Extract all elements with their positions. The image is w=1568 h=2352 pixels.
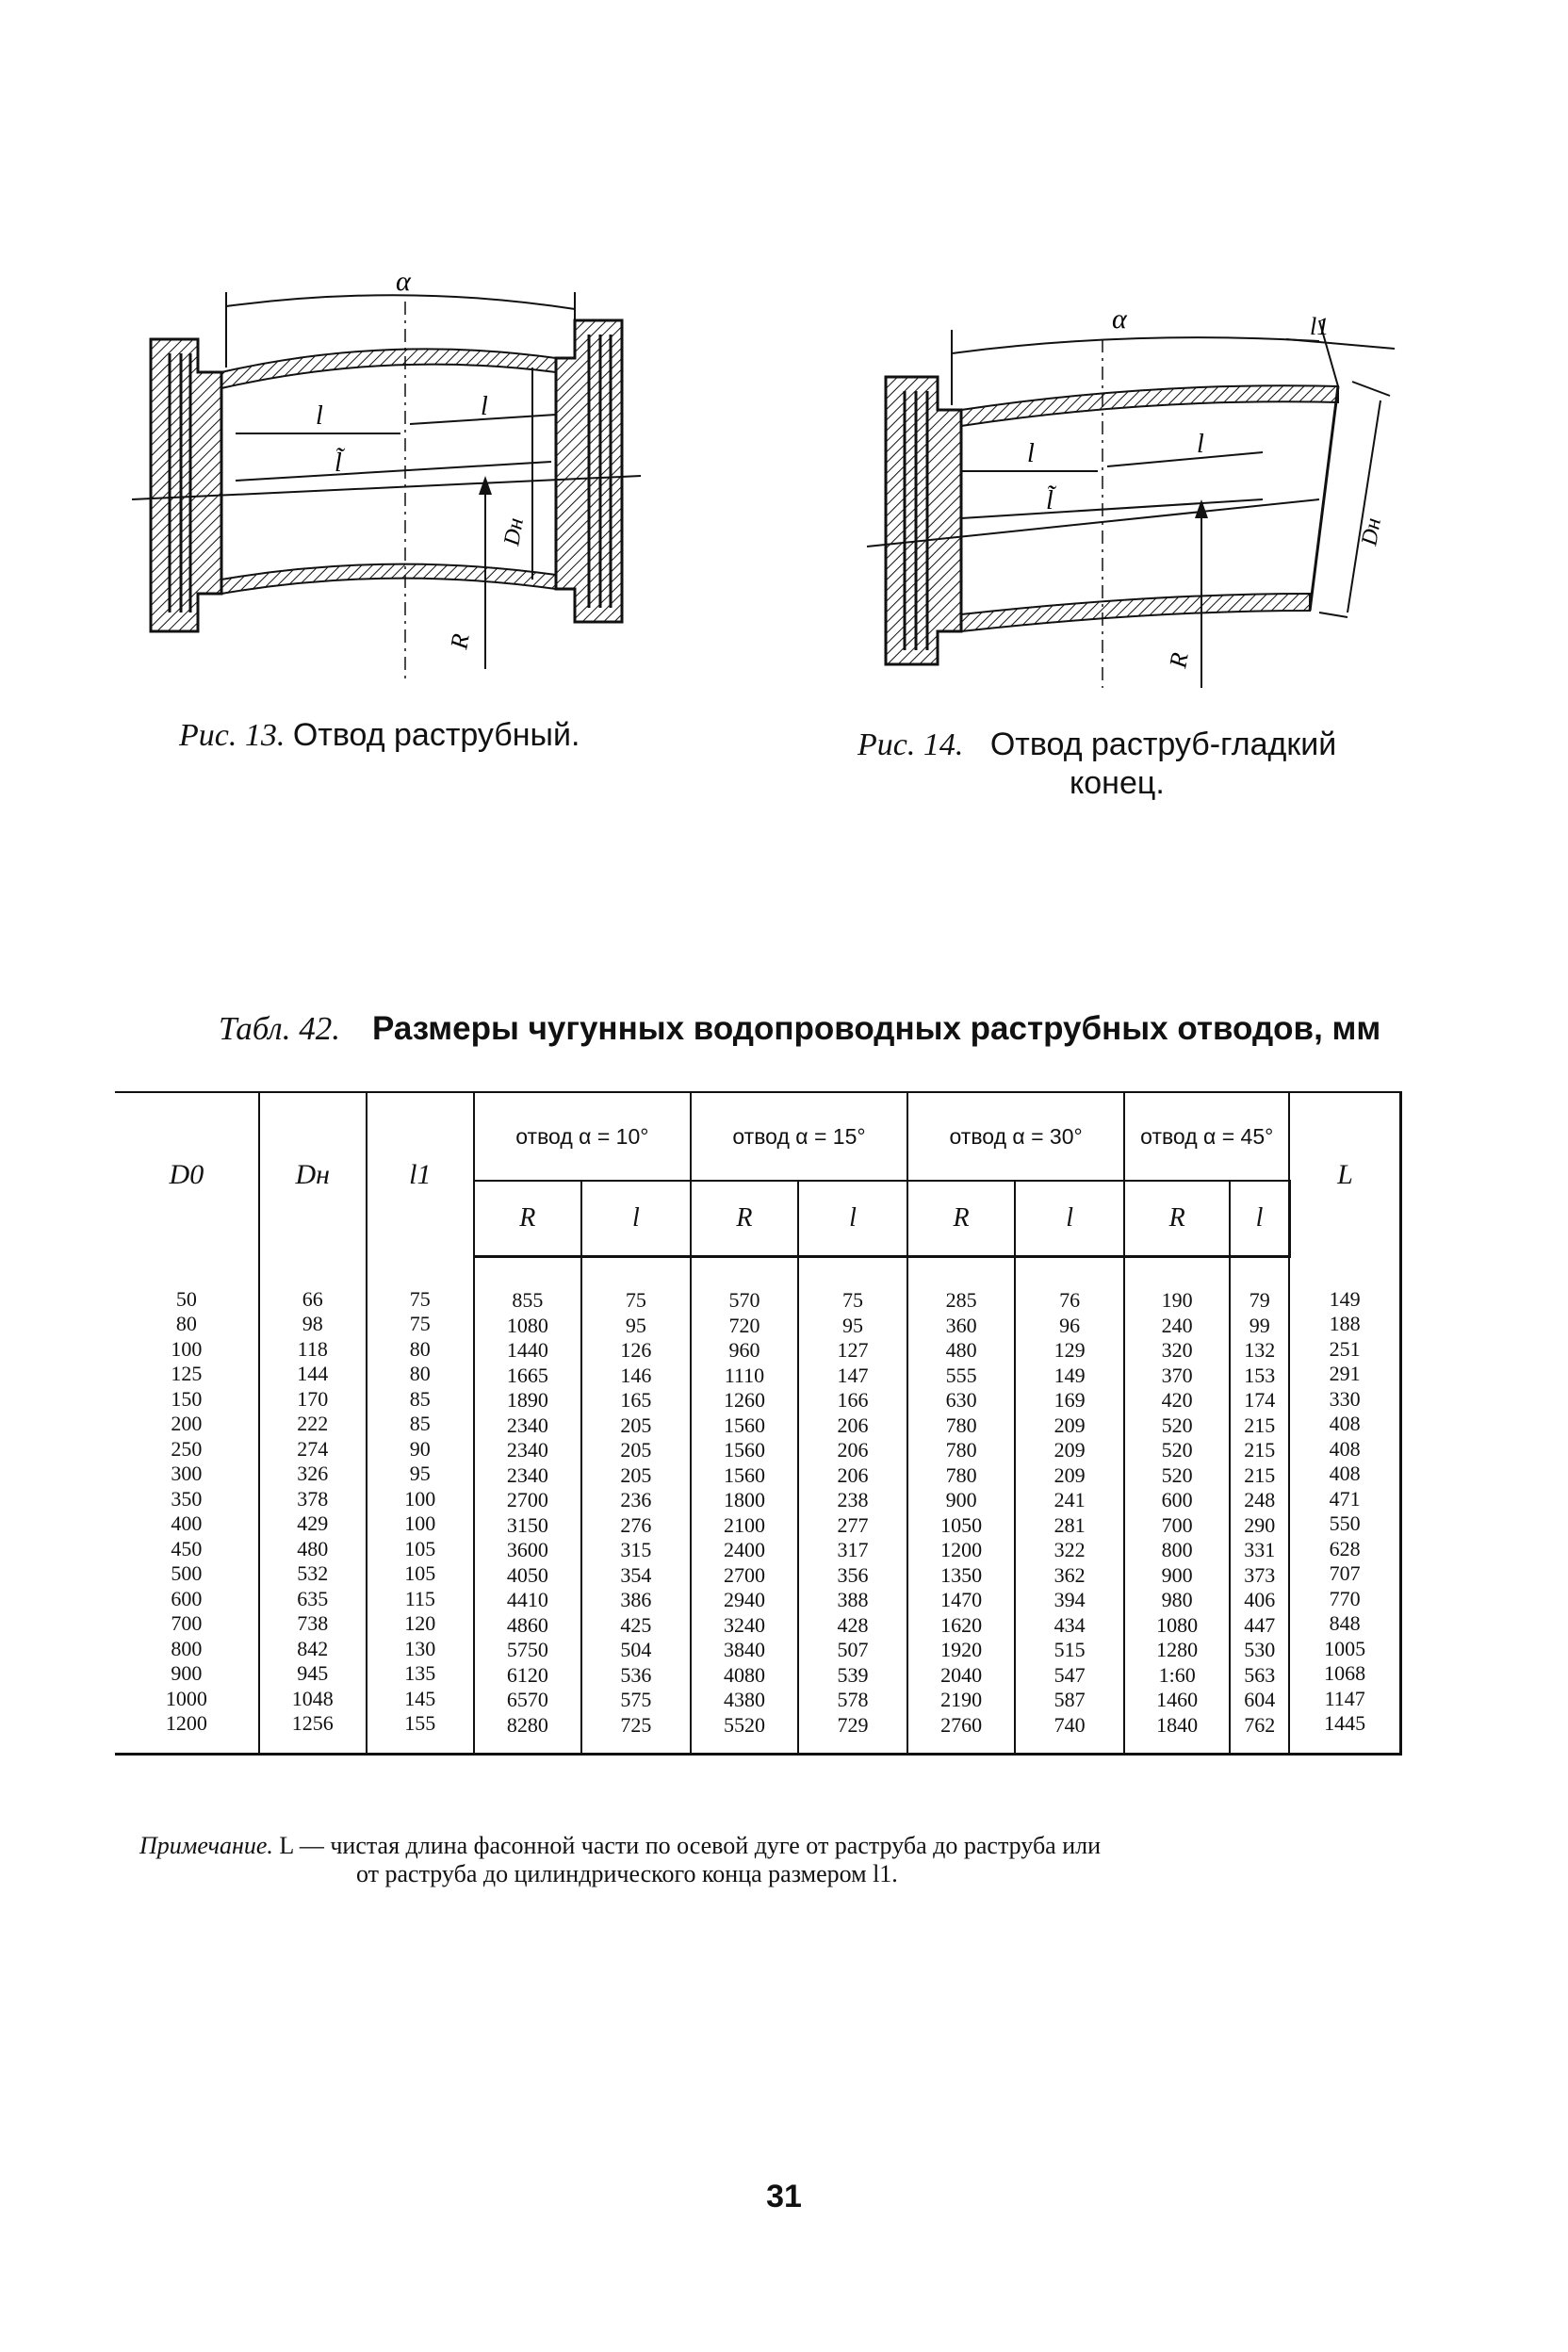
table-cell-r10-12: 4410 [506, 1588, 548, 1611]
header-dn: Dн [259, 1092, 367, 1257]
table-cell-d0-5: 200 [171, 1412, 203, 1435]
table-cell-dn-10: 480 [297, 1536, 329, 1560]
table-cell-l15-16: 578 [837, 1688, 869, 1711]
fig13-l-right-label: l [481, 392, 488, 421]
table-cell-l10-12: 386 [620, 1588, 652, 1611]
table-cell-r45-5: 520 [1161, 1413, 1193, 1437]
table-cell-dn-11: 532 [297, 1561, 329, 1585]
table-cell-l45-11: 373 [1244, 1562, 1276, 1587]
table-cell-r45-14: 1280 [1156, 1638, 1199, 1661]
table-cell-dn-17: 1256 [291, 1711, 334, 1735]
column-l30 [1015, 1257, 1124, 1755]
table-cell-d0-1: 80 [175, 1312, 197, 1335]
table-cell-r15-1: 720 [728, 1313, 760, 1337]
table-cell-r45-7: 520 [1161, 1462, 1193, 1487]
table-cell-r30-12: 1470 [940, 1588, 983, 1611]
figure-14-title: Отвод раструб-гладкий [989, 727, 1337, 762]
table-cell-r15-11: 2700 [723, 1562, 765, 1587]
table-cell-dn-6: 274 [297, 1436, 329, 1461]
table-cell-l1-13: 120 [404, 1611, 436, 1635]
table-cell-l30-13: 434 [1054, 1612, 1086, 1637]
table-cell-l15-0: 75 [842, 1288, 863, 1312]
table-cell-dn-0: 66 [302, 1286, 323, 1311]
table-cell-r15-9: 2100 [723, 1512, 765, 1537]
table-cell-r10-3: 1665 [506, 1363, 548, 1387]
table-cell-l10-11: 354 [620, 1562, 652, 1587]
table-cell-r30-9: 1050 [940, 1512, 983, 1537]
column-r15 [691, 1257, 798, 1755]
table-cell-l45-12: 406 [1244, 1588, 1276, 1611]
table-cell-r45-16: 1460 [1156, 1688, 1199, 1711]
table-cell-r15-13: 3240 [723, 1612, 765, 1637]
table-cell-r30-14: 1920 [940, 1638, 983, 1661]
table-cell-l1-2: 80 [409, 1336, 431, 1361]
table-cell-L-11: 707 [1329, 1561, 1361, 1585]
table-cell-L-14: 1005 [1324, 1636, 1366, 1660]
table-cell-r10-7: 2340 [506, 1462, 548, 1487]
table-cell-l45-2: 132 [1244, 1338, 1276, 1362]
table-cell-r15-10: 2400 [723, 1538, 765, 1561]
table-cell-l1-1: 75 [409, 1312, 431, 1335]
table-cell-d0-16: 1000 [165, 1686, 207, 1710]
column-dn [259, 1257, 367, 1755]
table-cell-r15-16: 4380 [723, 1688, 765, 1711]
column-l1 [367, 1257, 474, 1755]
table-cell-r45-0: 190 [1161, 1288, 1193, 1312]
table-cell-l10-6: 205 [620, 1438, 652, 1462]
header-d0: D0 [115, 1092, 259, 1257]
table-cell-l10-10: 315 [620, 1538, 652, 1561]
table-cell-L-4: 330 [1329, 1386, 1361, 1411]
table-cell-dn-5: 222 [297, 1412, 329, 1435]
table-cell-r45-4: 420 [1161, 1388, 1193, 1412]
table-cell-l45-3: 153 [1244, 1363, 1276, 1387]
table-cell-r45-1: 240 [1161, 1313, 1193, 1337]
table-cell-l45-6: 215 [1244, 1438, 1276, 1462]
table-cell-r10-17: 8280 [506, 1712, 548, 1737]
table-cell-r45-9: 700 [1161, 1512, 1193, 1537]
table-cell-r15-5: 1560 [723, 1413, 765, 1437]
header-r45: R [1124, 1181, 1230, 1257]
table-cell-l15-10: 317 [837, 1538, 869, 1561]
table-cell-r15-7: 1560 [723, 1462, 765, 1487]
table-cell-d0-4: 150 [171, 1386, 203, 1411]
column-L [1289, 1257, 1400, 1755]
table-cell-r10-4: 1890 [506, 1388, 548, 1412]
table-cell-l1-8: 100 [404, 1486, 436, 1511]
table-cell-d0-7: 300 [171, 1462, 203, 1485]
figure-13-drawing [132, 266, 660, 697]
table-cell-r15-0: 570 [728, 1288, 760, 1312]
table-cell-l15-7: 206 [837, 1462, 869, 1487]
table-cell-l10-8: 236 [620, 1488, 652, 1511]
table-cell-r45-2: 320 [1161, 1338, 1193, 1362]
note-text-line1: L — чистая длина фасонной части по осевой дуге от раструба до раструба или [279, 1832, 1102, 1859]
table-cell-l30-4: 169 [1054, 1388, 1086, 1412]
table-cell-dn-16: 1048 [291, 1686, 334, 1710]
table-note [139, 1832, 1383, 1888]
dimensions-table [115, 1091, 1402, 1756]
table-cell-r45-15: 1:60 [1158, 1662, 1196, 1687]
fig14-l1-label: l1 [1310, 313, 1330, 340]
table-cell-r30-10: 1200 [940, 1538, 983, 1561]
table-cell-l15-2: 127 [837, 1338, 869, 1362]
header-r30: R [907, 1181, 1015, 1257]
table-cell-d0-0: 50 [175, 1286, 197, 1311]
table-cell-dn-8: 378 [297, 1486, 329, 1511]
table-cell-r15-17: 5520 [723, 1712, 765, 1737]
table-cell-L-9: 550 [1329, 1511, 1361, 1535]
bend-socket-socket-svg [132, 266, 660, 697]
table-cell-l15-9: 277 [837, 1512, 869, 1537]
table-cell-l30-11: 362 [1054, 1562, 1086, 1587]
header-l10: l [581, 1181, 691, 1257]
table-cell-r30-13: 1620 [940, 1612, 983, 1637]
table-cell-l15-14: 507 [837, 1638, 869, 1661]
table-cell-l30-6: 209 [1054, 1438, 1086, 1462]
table-cell-l10-13: 425 [620, 1612, 652, 1637]
header-l15: l [798, 1181, 907, 1257]
fig14-l-left-label: l [1027, 439, 1035, 468]
table-cell-L-1: 188 [1329, 1312, 1361, 1335]
table-cell-l1-16: 145 [404, 1686, 436, 1710]
table-cell-l10-14: 504 [620, 1638, 652, 1661]
table-cell-l10-4: 165 [620, 1388, 652, 1412]
table-cell-l1-3: 80 [409, 1362, 431, 1385]
table-cell-r30-4: 630 [945, 1388, 977, 1412]
header-l1: l1 [367, 1092, 474, 1257]
header-bend-10: отвод α = 10° [474, 1092, 691, 1181]
table-cell-l15-1: 95 [842, 1313, 863, 1337]
table-cell-l1-10: 105 [404, 1536, 436, 1560]
table-cell-r45-10: 800 [1161, 1538, 1193, 1561]
table-cell-r15-12: 2940 [723, 1588, 765, 1611]
fig13-r-label: R [445, 631, 475, 652]
table-cell-l30-8: 241 [1054, 1488, 1086, 1511]
table-cell-l30-0: 76 [1059, 1288, 1081, 1312]
table-cell-r15-3: 1110 [724, 1363, 765, 1387]
table-cell-l15-17: 729 [837, 1712, 869, 1737]
fig14-l-right-label: l [1197, 430, 1204, 459]
table-cell-dn-13: 738 [297, 1611, 329, 1635]
table-cell-l30-1: 96 [1059, 1313, 1081, 1337]
table-cell-dn-9: 429 [297, 1511, 329, 1535]
table-cell-d0-6: 250 [171, 1436, 203, 1461]
column-l45 [1230, 1257, 1289, 1755]
table-cell-dn-1: 98 [302, 1312, 323, 1335]
table-cell-L-2: 251 [1329, 1336, 1361, 1361]
table-cell-l15-6: 206 [837, 1438, 869, 1462]
table-cell-l1-0: 75 [409, 1286, 431, 1311]
header-r15: R [691, 1181, 798, 1257]
column-l15 [798, 1257, 907, 1755]
fig14-alpha-label: α [1112, 303, 1127, 335]
table-caption: Размеры чугунных водопроводных раструбных отводов, мм [371, 1010, 1381, 1047]
table-cell-r45-11: 900 [1161, 1562, 1193, 1587]
table-cell-d0-12: 600 [171, 1586, 203, 1610]
table-cell-r10-14: 5750 [506, 1638, 548, 1661]
table-cell-r15-14: 3840 [723, 1638, 765, 1661]
table-cell-l30-3: 149 [1054, 1363, 1086, 1387]
table-cell-d0-10: 450 [171, 1536, 203, 1560]
table-cell-L-12: 770 [1329, 1586, 1361, 1610]
table-cell-l10-5: 205 [620, 1413, 652, 1437]
table-cell-l1-15: 135 [404, 1661, 436, 1685]
table-cell-r10-10: 3600 [506, 1538, 548, 1561]
table-cell-l15-8: 238 [837, 1488, 869, 1511]
table-cell-r30-5: 780 [945, 1413, 977, 1437]
table-cell-l15-5: 206 [837, 1413, 869, 1437]
table-cell-l15-13: 428 [837, 1612, 869, 1637]
column-r10 [474, 1257, 581, 1755]
table-cell-r10-13: 4860 [506, 1612, 548, 1637]
table-cell-r10-16: 6570 [506, 1688, 548, 1711]
table-cell-l10-15: 536 [620, 1662, 652, 1687]
figure-14-drawing [867, 303, 1413, 716]
table-cell-l30-12: 394 [1054, 1588, 1086, 1611]
table-cell-d0-17: 1200 [165, 1711, 207, 1735]
table-cell-l10-1: 95 [625, 1313, 646, 1337]
table-cell-l15-15: 539 [837, 1662, 869, 1687]
table-cell-r10-8: 2700 [506, 1488, 548, 1511]
header-bend-15: отвод α = 15° [691, 1092, 907, 1181]
figure-14-label: Рис. 14. [858, 727, 964, 762]
table-cell-l45-14: 530 [1244, 1638, 1276, 1661]
table-cell-L-15: 1068 [1324, 1661, 1366, 1685]
table-cell-l10-0: 75 [625, 1288, 646, 1312]
table-cell-L-16: 1147 [1324, 1686, 1365, 1710]
table-cell-r45-8: 600 [1161, 1488, 1193, 1511]
note-text-line2: от раструба до цилиндрического конца размером l1. [356, 1860, 898, 1887]
table-cell-l45-7: 215 [1244, 1462, 1276, 1487]
bend-socket-spigot-svg [867, 303, 1413, 716]
table-cell-r15-8: 1800 [723, 1488, 765, 1511]
table-cell-r10-11: 4050 [506, 1562, 548, 1587]
table-cell-dn-15: 945 [297, 1661, 329, 1685]
table-title [219, 1010, 1381, 1048]
table-cell-r45-6: 520 [1161, 1438, 1193, 1462]
table-cell-r15-15: 4080 [723, 1662, 765, 1687]
table-cell-L-0: 149 [1329, 1286, 1361, 1311]
column-r30 [907, 1257, 1015, 1755]
table-cell-l15-11: 356 [837, 1562, 869, 1587]
table-cell-r45-17: 1840 [1156, 1712, 1199, 1737]
table-cell-l10-9: 276 [620, 1512, 652, 1537]
table-cell-l1-4: 85 [409, 1386, 431, 1411]
table-cell-L-5: 408 [1329, 1412, 1361, 1435]
table-cell-r30-11: 1350 [940, 1562, 983, 1587]
header-r10: R [474, 1181, 581, 1257]
table-cell-r10-0: 855 [512, 1288, 544, 1312]
table-cell-r30-7: 780 [945, 1462, 977, 1487]
table-cell-r30-8: 900 [945, 1488, 977, 1511]
table-cell-l10-2: 126 [620, 1338, 652, 1362]
table-cell-l1-14: 130 [404, 1636, 436, 1660]
table-cell-r15-4: 1260 [723, 1388, 765, 1412]
table-cell-l30-10: 322 [1054, 1538, 1086, 1561]
table-cell-r30-16: 2190 [940, 1688, 983, 1711]
table-cell-l10-3: 146 [620, 1363, 652, 1387]
table-cell-r15-2: 960 [728, 1338, 760, 1362]
table-cell-l1-17: 155 [404, 1711, 436, 1735]
table-cell-r10-1: 1080 [506, 1313, 548, 1337]
header-l30: l [1015, 1181, 1124, 1257]
column-l10 [581, 1257, 691, 1755]
table-cell-L-7: 408 [1329, 1462, 1361, 1485]
table-cell-l45-10: 331 [1244, 1538, 1276, 1561]
table-cell-L-10: 628 [1329, 1536, 1361, 1560]
table-cell-r10-5: 2340 [506, 1413, 548, 1437]
figure-13-label: Рис. 13. [179, 718, 286, 753]
table-cell-l1-11: 105 [404, 1561, 436, 1585]
column-r45 [1124, 1257, 1230, 1755]
header-bend-45: отвод α = 45° [1124, 1092, 1289, 1181]
table-cell-r15-6: 1560 [723, 1438, 765, 1462]
table-cell-r10-9: 3150 [506, 1512, 548, 1537]
table-data-row [115, 1257, 1401, 1755]
table-cell-dn-3: 144 [297, 1362, 329, 1385]
table-cell-l1-5: 85 [409, 1412, 431, 1435]
table-cell-dn-7: 326 [297, 1462, 329, 1485]
table-cell-l45-13: 447 [1244, 1612, 1276, 1637]
table-cell-l15-3: 147 [837, 1363, 869, 1387]
table-cell-l30-2: 129 [1054, 1338, 1086, 1362]
table-cell-l30-16: 587 [1054, 1688, 1086, 1711]
table-cell-l10-7: 205 [620, 1462, 652, 1487]
fig14-dn-label: Dн [1357, 515, 1386, 548]
table-cell-r45-3: 370 [1161, 1363, 1193, 1387]
table-cell-dn-12: 635 [297, 1586, 329, 1610]
figure-14-caption [858, 726, 1336, 803]
table-cell-l30-9: 281 [1054, 1512, 1086, 1537]
table-cell-l10-16: 575 [620, 1688, 652, 1711]
table-cell-l1-9: 100 [404, 1511, 436, 1535]
table-cell-dn-4: 170 [297, 1386, 329, 1411]
table-cell-l45-16: 604 [1244, 1688, 1276, 1711]
table-cell-l1-6: 90 [409, 1436, 431, 1461]
table-cell-r10-2: 1440 [506, 1338, 548, 1362]
table-cell-l30-14: 515 [1054, 1638, 1086, 1661]
fig13-l-left-label: l [316, 401, 323, 431]
figure-13-caption [179, 716, 580, 755]
header-bend-30: отвод α = 30° [907, 1092, 1124, 1181]
table-cell-d0-15: 900 [171, 1661, 203, 1685]
fig14-r-label: R [1164, 650, 1194, 671]
table-cell-l45-17: 762 [1244, 1712, 1276, 1737]
fig14-l-tilde-label: l̃ [1046, 486, 1054, 515]
figure-14-title-line2: конец. [1070, 765, 1165, 801]
table-cell-L-8: 471 [1329, 1486, 1361, 1511]
table-cell-l45-0: 79 [1249, 1288, 1270, 1312]
table-cell-l15-4: 166 [837, 1388, 869, 1412]
table-cell-l45-9: 290 [1244, 1512, 1276, 1537]
table-cell-r45-12: 980 [1161, 1588, 1193, 1611]
note-label: Примечание. [139, 1832, 273, 1859]
page-number: 31 [766, 2179, 802, 2214]
table-cell-dn-14: 842 [297, 1636, 329, 1660]
table-cell-d0-14: 800 [171, 1636, 203, 1660]
table-cell-L-13: 848 [1329, 1611, 1361, 1635]
table-cell-r30-15: 2040 [940, 1662, 983, 1687]
table-cell-r30-1: 360 [945, 1313, 977, 1337]
table-cell-dn-2: 118 [297, 1336, 328, 1361]
table-cell-r30-17: 2760 [940, 1712, 983, 1737]
table-cell-l45-4: 174 [1244, 1388, 1276, 1412]
table-label: Табл. 42. [219, 1010, 340, 1047]
table-cell-l45-15: 563 [1244, 1662, 1276, 1687]
table-cell-r45-13: 1080 [1156, 1612, 1199, 1637]
table-cell-l30-15: 547 [1054, 1662, 1086, 1687]
table-cell-d0-13: 700 [171, 1611, 203, 1635]
fig13-l-tilde-label: l̃ [335, 449, 342, 478]
header-L: L [1289, 1092, 1400, 1257]
table-cell-L-6: 408 [1329, 1436, 1361, 1461]
column-d0 [115, 1257, 259, 1755]
table-cell-l45-1: 99 [1249, 1313, 1270, 1337]
table-cell-d0-2: 100 [171, 1336, 203, 1361]
table-cell-r10-15: 6120 [506, 1662, 548, 1687]
table-cell-l45-5: 215 [1244, 1413, 1276, 1437]
table-cell-r10-6: 2340 [506, 1438, 548, 1462]
table-cell-l30-5: 209 [1054, 1413, 1086, 1437]
table-cell-l45-8: 248 [1244, 1488, 1276, 1511]
table-cell-r30-0: 285 [945, 1288, 977, 1312]
table-cell-L-3: 291 [1329, 1362, 1361, 1385]
table-cell-d0-3: 125 [171, 1362, 203, 1385]
table-cell-r30-3: 555 [945, 1363, 977, 1387]
fig13-alpha-label: α [396, 266, 411, 297]
table-cell-l1-7: 95 [409, 1462, 431, 1485]
table-cell-l30-17: 740 [1054, 1712, 1086, 1737]
table-cell-r30-6: 780 [945, 1438, 977, 1462]
table-cell-d0-8: 350 [171, 1486, 203, 1511]
table-cell-d0-9: 400 [171, 1511, 203, 1535]
table-cell-L-17: 1445 [1324, 1711, 1366, 1735]
table-cell-l15-12: 388 [837, 1588, 869, 1611]
table-cell-r30-2: 480 [945, 1338, 977, 1362]
figure-13-title: Отвод раструбный. [292, 717, 580, 753]
table-cell-d0-11: 500 [171, 1561, 203, 1585]
header-l45: l [1230, 1181, 1289, 1257]
table-cell-l1-12: 115 [404, 1586, 435, 1610]
fig13-dn-label: Dн [499, 515, 529, 548]
table-cell-l30-7: 209 [1054, 1462, 1086, 1487]
table-cell-l10-17: 725 [620, 1712, 652, 1737]
